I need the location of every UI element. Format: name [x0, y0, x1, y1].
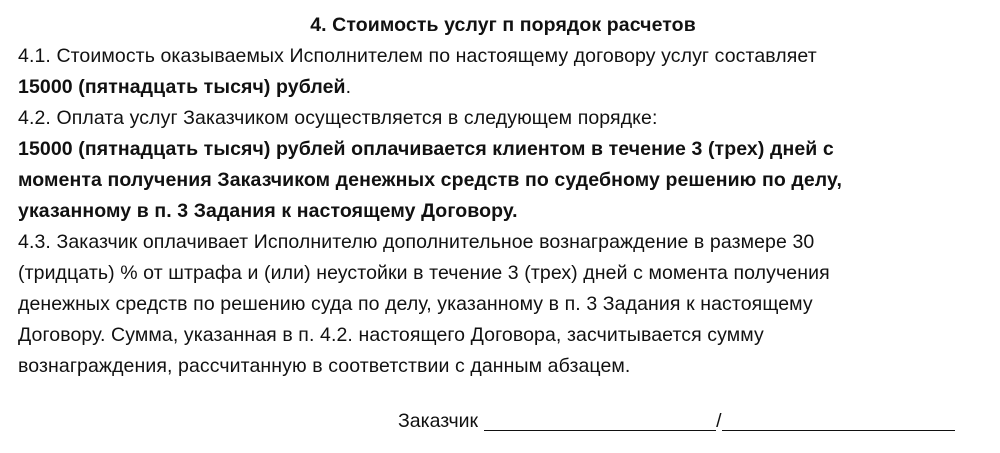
clause-4-1-line-1: 4.1. Стоимость оказываемых Исполнителем по настоящему договору услуг составляет — [18, 45, 817, 67]
clause-4-1-amount: 15000 (пятнадцать тысяч) рублей — [18, 76, 346, 98]
clause-4-2-line-1: 4.2. Оплата услуг Заказчиком осуществляется в следующем порядке: — [18, 107, 658, 129]
customer-signature-block — [398, 404, 955, 437]
name-transcript-line[interactable] — [722, 408, 955, 431]
clause-4-3-line-5: вознаграждения, рассчитанную в соответствии с данным абзацем. — [18, 355, 631, 377]
clause-4-2-bold-line-2: момента получения Заказчиком денежных средств по судебному решению по делу, — [18, 169, 843, 191]
clause-4-3-line-3: денежных средств по решению суда по делу, указанному в п. 3 Задания к настоящему — [18, 293, 813, 315]
clause-4-2-bold-line-1: 15000 (пятнадцать тысяч) рублей оплачивается клиентом в течение 3 (трех) дней с — [18, 138, 834, 160]
clause-4-3-line-4: Договору. Сумма, указанная в п. 4.2. настоящего Договора, засчитывается сумму — [18, 324, 764, 346]
contract-section-4 — [18, 10, 988, 382]
signature-label: Заказчик — [398, 410, 479, 432]
clause-4-3-line-1: 4.3. Заказчик оплачивает Исполнителю дополнительное вознаграждение в размере 30 — [18, 231, 815, 253]
signature-line[interactable] — [484, 408, 716, 431]
clause-4-1-period: . — [345, 76, 352, 98]
clause-4-1-line-2 — [18, 72, 988, 103]
section-title: 4. Стоимость услуг п порядок расчетов — [310, 14, 696, 36]
clause-4-3-line-2: (тридцать) % от штрафа и (или) неустойки в течение 3 (трех) дней с момента получения — [18, 262, 830, 284]
clause-4-2-bold-line-3: указанному в п. 3 Задания к настоящему Договору. — [18, 200, 518, 222]
signature-separator: / — [716, 410, 722, 432]
